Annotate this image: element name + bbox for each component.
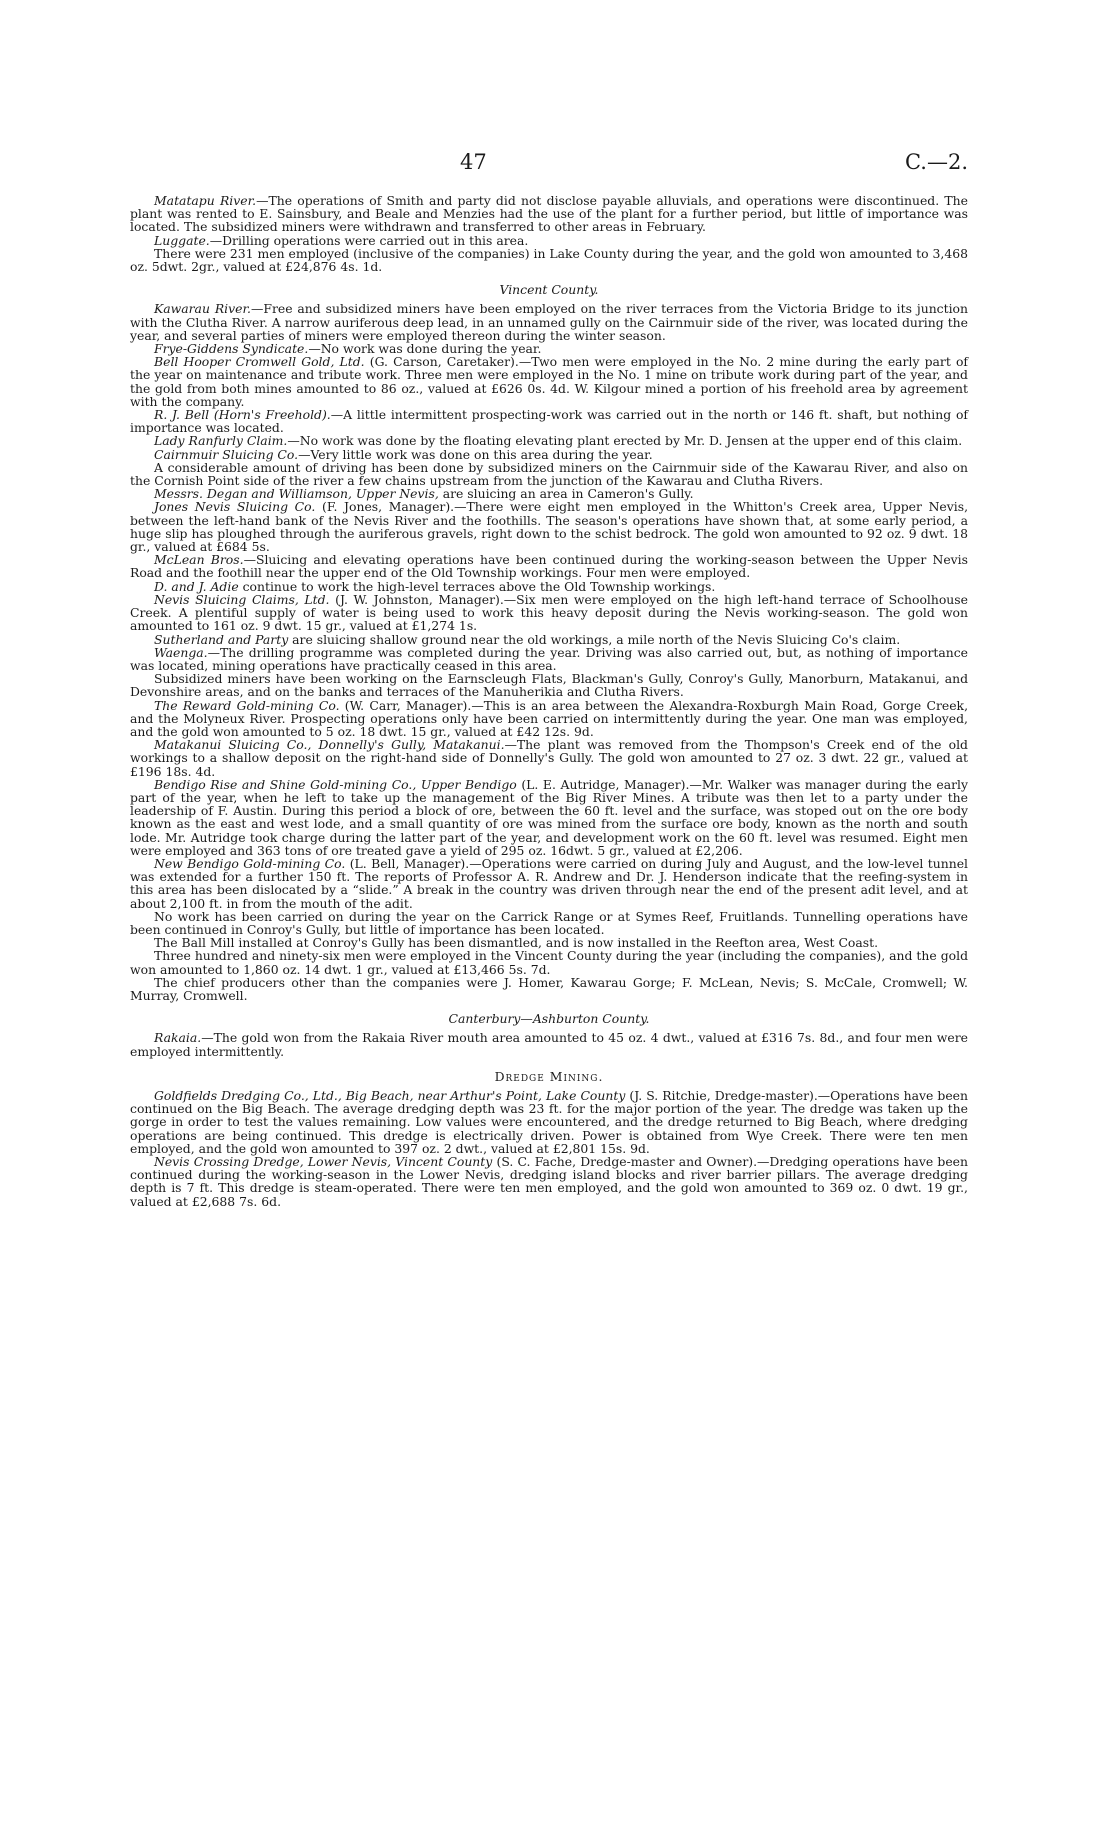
paragraph (130, 302, 968, 342)
paragraph (130, 949, 968, 975)
page-number: 47 (460, 150, 487, 174)
paragraph-text: (S. C. Fache, Dredge-master and Owner).—Dredging operations have been continued during the working-season in the Lower Nevis, dredging island blocks and river barrier pillars. The average dredging depth is 7 ft. This dredge is steam-operated. There were ten men employed, and the gold won amounted to 369 oz. 0 dwt. 19 gr., valued at £2,688 7s. 6d. (130, 1154, 968, 1209)
paragraph-text: —Very little work was done on this area during the year. (298, 446, 653, 462)
page-header (130, 150, 968, 180)
paragraph-text: (G. Carson, Caretaker).—Two men were employed in the No. 2 mine during the early part of the year on maintenance and tribute work. Three men were employed in the No. 1 mine on tribute work during part of the year, and the gold from both mines amounted to 86 oz., valued at £626 0s. 4d. W. Kilgour mined a portion of his freehold area by agreement with the company. (130, 354, 968, 409)
paragraph (130, 553, 968, 579)
paragraph-lead: The Reward Gold-mining Co. (154, 697, 340, 713)
paragraph (130, 461, 968, 487)
paragraph-lead: Goldfields Dredging Co., Ltd., Big Beach, near Arthur's Point, Lake County (154, 1088, 626, 1103)
paragraph-text: (J. W. Johnston, Manager).—Six men were employed on the high left-hand terrace of Schoolhouse Creek. A plentiful supply of water is being used to work this heavy deposit during the Nevis working-season. The gold won amounted to 161 oz. 9 dwt. 15 gr., valued at £1,274 1s. (130, 591, 968, 634)
paragraph-text: —Free and subsidized miners have been employed on the river terraces from the Victoria Bridge to its junction with the Clutha River. A narrow auriferous deep lead, in an unnamed gully on the Cairnmuir side of the river, was located during the year, and several parties of miners were employed thereon during the winter season. (130, 301, 968, 343)
paragraph-text: —No work was done by the floating elevating plant erected by Mr. D. Jensen at the upper end of this claim. (287, 433, 963, 449)
paragraph-text: (F. Jones, Manager).—There were eight men employed in the Whitton's Creek area, Upper Nevis, between the left-hand bank of the Nevis River and the foothills. The season's operations have shown that, at some early period, a huge slip has ploughed through the auriferous gravels, right down to the schist bedrock. The gold won amounted to 92 oz. 9 dwt. 18 gr., valued at £684 5s. (130, 499, 969, 555)
paragraph (130, 976, 968, 1002)
paragraph-lead: McLean Bros. (154, 552, 244, 568)
paragraph-text: are sluicing an area in Cameron's Gully. (438, 486, 694, 502)
paragraph-lead: Matatapu River. (154, 193, 257, 208)
paragraph-text: Three hundred and ninety-six men were employed in the Vincent County during the year (including the companies), and the gold won amounted to 1,860 oz. 14 dwt. 1 gr., valued at £13,466 5s. 7d. (130, 948, 968, 977)
paragraph-lead: D. and J. Adie (154, 578, 239, 594)
paragraph (130, 672, 968, 698)
paragraph (130, 738, 968, 778)
paragraph-lead: Sutherland and Party (154, 631, 289, 647)
paragraph-text: continue to work the high-level terraces above the Old Township workings. (238, 578, 716, 594)
paragraph-text: —Drilling operations were carried out in this area. (209, 232, 529, 248)
paragraph-text: —The drilling programme was completed during the year. Driving was also carried out, but, as nothing of importance was located, mining operations have practically ceased in this area. (130, 644, 968, 673)
paragraph-text: No work has been carried on during the year on the Carrick Range or at Symes Reef, Fruitlands. Tunnelling operations have been continued in Conroy's Gully, but little of importance has been located. (130, 908, 968, 937)
paragraph (130, 593, 968, 633)
paragraph (130, 1031, 968, 1057)
paragraph (130, 1155, 968, 1208)
paragraph-lead: Frye-Giddens Syndicate. (154, 341, 309, 357)
paragraph-lead: Messrs. Degan and Williamson, Upper Nevis, (154, 486, 439, 502)
paragraph-text: There were 231 men employed (inclusive of the companies) in Lake County during the year, and the gold won amounted to 3,468 oz. 5dwt. 2gr., valued at £24,876 4s. 1d. (130, 245, 968, 275)
section-heading: Canterbury—Ashburton County. (448, 1011, 650, 1027)
paragraph (130, 355, 968, 408)
paragraph-text: Subsidized miners have been working on the Earnscleugh Flats, Blackman's Gully, Conroy's Gully, Manorburn, Matakanui, and Devonshire areas, and on the banks and terraces of the Manuherikia and Clutha Rivers. (130, 671, 968, 700)
paragraph-text: —The operations of Smith and party did not disclose payable alluvials, and operations were discontinued. The plant was rented to E. Sainsbury, and Beale and Menzies had the use of the plant for a further period, but little of importance was located. The subsidized miners were withdrawn and transferred to other areas in February. (130, 193, 968, 235)
paragraph-text: —Sluicing and elevating operations have been continued during the working-season between the Upper Nevis Road and the foothill near the upper end of the Old Township workings. Four men were employed. (130, 552, 968, 581)
paragraph-lead: Nevis Sluicing Claims, Ltd. (154, 591, 330, 607)
paragraph-lead: Cairnmuir Sluicing Co. (154, 446, 299, 462)
paragraph (130, 778, 968, 857)
paragraph-lead: Bendigo Rise and Shine Gold-mining Co., Upper Bendigo (154, 776, 517, 792)
paragraph-lead: Kawarau River. (154, 301, 251, 317)
paragraph-lead: Waenga. (154, 644, 208, 660)
paragraph-text: —The gold won from the Rakaia River mouth area amounted to 45 oz. 4 dwt., valued at £316 7s. 8d., and four men were employed intermittently. (130, 1030, 968, 1059)
paragraph-lead: R. J. Bell (Horn's Freehold). (154, 407, 331, 423)
paragraph-text: (J. S. Ritchie, Dredge-master).—Operations have been continued on the Big Beach. The average dredging depth was 23 ft. for the major portion of the year. The dredge was taken up the gorge in order to test the values remaining. Low values were encountered, and the dredge returned to Big Beach, where dredging operations are being continued. This dredge is electrically driven. Power is obtained from Wye Creek. There were ten men employed, and the gold won amounted to 397 oz. 2 dwt., valued at £2,801 15s. 9d. (130, 1088, 968, 1156)
paragraph (130, 857, 968, 910)
paragraph-lead: Bell Hooper Cromwell Gold, Ltd. (154, 354, 365, 370)
paragraph (130, 910, 968, 936)
paragraph (130, 408, 968, 434)
paragraph-text: (L. Bell, Manager).—Operations were carried on during July and August, and the low-level tunnel was extended for a further 150 ft. The reports of Professor A. R. Andrew and Dr. J. Henderson indicate that the reefing-system in this area has been dislocated by a “slide.” A break in the country was driven through near the end of the present adit level, and at about 2,100 ft. in from the mouth of the adit. (130, 855, 968, 911)
paragraph-text: The chief producers other than the companies were J. Homer, Kawarau Gorge; F. McLean, Nevis; S. McCale, Cromwell; W. Murray, Cromwell. (130, 974, 968, 1003)
paragraph-lead: Rakaia. (154, 1030, 202, 1046)
paragraph-text: are sluicing shallow ground near the old workings, a mile north of the Nevis Sluicing Co's claim. (288, 631, 901, 647)
paragraph-lead: Luggate. (154, 232, 210, 248)
paragraph-text: A considerable amount of driving has been done by subsidized miners on the Cairnmuir side of the Kawarau River, and also on the Cornish Point side of the river a few chains upstream from the junction of the Kawarau and Clutha Rivers. (130, 459, 968, 489)
paragraph-text: (L. E. Autridge, Manager).—Mr. Walker was manager during the early part of the year, when he left to take up the management of the Big River Mines. A tribute was then let to a party under the leadership of F. Austin. During this period a block of ore, between the 60 ft. level and the surface, was stoped out on the ore body known as the east and west lode, and a small quantity of ore was mined from the surface ore body, known as the north and south lode. Mr. Autridge took charge during the latter part of the year, and development work on the 60 ft. level was resumed. Eight men were employed and 363 tons of ore treated gave a yield of 295 oz. 16dwt. 5 gr., valued at £2,206. (130, 776, 968, 858)
paragraph-lead: Jones Nevis Sluicing Co. (154, 499, 316, 515)
paragraph (130, 646, 968, 672)
document-body (130, 194, 968, 1208)
paragraph-lead: Nevis Crossing Dredge, Lower Nevis, Vincent County (154, 1154, 493, 1170)
paragraph-lead: Lady Ranfurly Claim. (154, 433, 288, 449)
paragraph-text: The Ball Mill installed at Conroy's Gully has been dismantled, and is now installed in the Reefton area, West Coast. (154, 935, 879, 951)
document-code: C.—2. (904, 150, 968, 174)
paragraph-lead: New Bendigo Gold-mining Co. (154, 855, 346, 871)
section-heading: Vincent County. (499, 282, 599, 298)
paragraph (130, 500, 968, 553)
paragraph (130, 699, 968, 739)
section-heading: Dredge Mining. (494, 1068, 604, 1084)
paragraph-text: —The plant was removed from the Thompson's Creek end of the old workings to a shallow deposit on the right-hand side of Donnelly's Gully. The gold won amounted to 27 oz. 3 dwt. 22 gr., valued at £196 18s. 4d. (130, 737, 968, 779)
paragraph-text: —A little intermittent prospecting-work was carried out in the north or 146 ft. shaft, but nothing of importance was located. (130, 407, 968, 436)
paragraph-text: (W. Carr, Manager).—This is an area between the Alexandra-Roxburgh Main Road, Gorge Creek, and the Molyneux River. Prospecting operations only have been carried on intermittently during the year. One man was employed, and the gold won amounted to 5 oz. 18 dwt. 15 gr., valued at £42 12s. 9d. (130, 697, 969, 739)
paragraph (130, 247, 968, 273)
paragraph (130, 194, 968, 234)
paragraph-lead: Matakanui Sluicing Co., Donnelly's Gully, Matakanui. (154, 737, 505, 753)
paragraph (130, 1089, 968, 1155)
paragraph-text: —No work was done during the year. (308, 341, 542, 357)
